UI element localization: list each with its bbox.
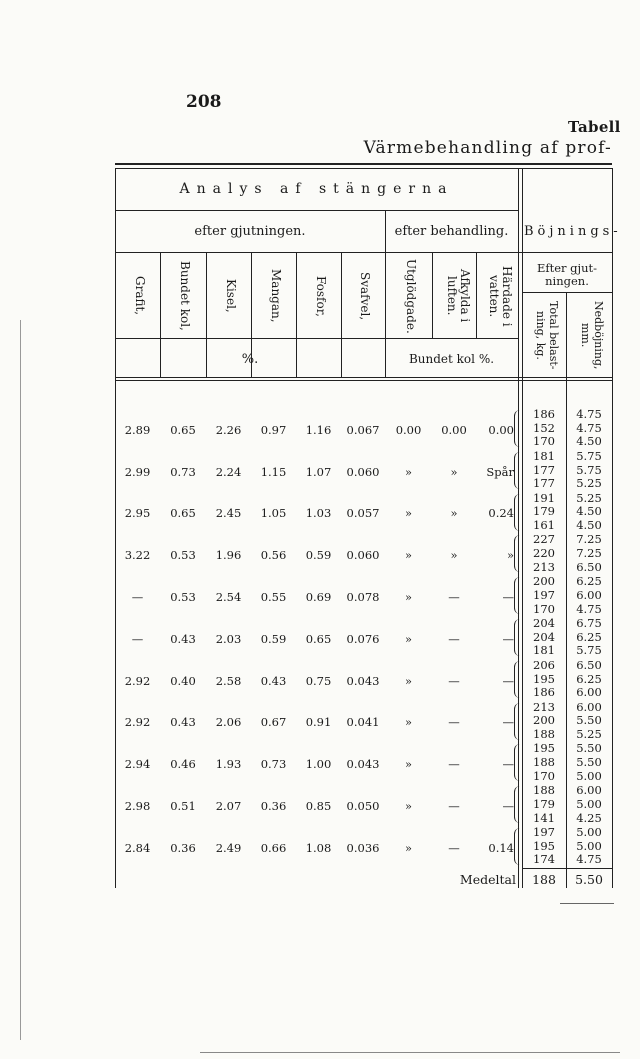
cell-total-load: 195 <box>533 741 555 756</box>
cell-total-load: 141 <box>533 810 555 825</box>
col-header-svafvel: Svafvel, <box>358 271 372 321</box>
cell-kisel: 2.45 <box>215 506 242 521</box>
row-brace <box>514 828 521 865</box>
cell-svafvel: 0.036 <box>346 840 380 855</box>
cell-total-load: 179 <box>533 504 555 519</box>
header-bottom-rule-a <box>115 377 612 378</box>
cell-kisel: 2.24 <box>215 464 242 479</box>
cell-fosfor: 0.91 <box>305 715 332 730</box>
cell-afkylda: — <box>448 631 460 646</box>
cell-hardade: — <box>502 757 514 772</box>
cell-total-load: 179 <box>533 796 555 811</box>
col-header-hardade: Härdade i vatten. <box>487 265 514 327</box>
cell-grafit: 2.84 <box>124 840 151 855</box>
cell-fosfor: 1.08 <box>305 840 332 855</box>
cell-deflection: 5.00 <box>576 796 602 811</box>
cell-svafvel: 0.060 <box>346 548 380 563</box>
col-line-load <box>566 292 567 888</box>
header-analys: Analys af stängerna <box>179 181 454 197</box>
row-brace <box>514 703 521 740</box>
medeltal-deflection: 5.50 <box>575 872 603 887</box>
cell-deflection: 4.50 <box>576 434 602 449</box>
cell-total-load: 195 <box>533 671 555 686</box>
cell-fosfor: 1.03 <box>305 506 332 521</box>
cell-kisel: 2.26 <box>215 422 242 437</box>
rule-under-efter-gjut <box>522 292 612 293</box>
col-header-nedbojning: Nedböjning, mm. <box>579 300 605 370</box>
cell-hardade: » <box>506 548 514 563</box>
header-bojnings: Böjnings- <box>524 224 622 239</box>
cell-afkylda: — <box>448 673 460 688</box>
col-header-utglodgade: Utglödgade. <box>404 258 418 334</box>
cell-fosfor: 0.59 <box>305 548 332 563</box>
cell-fosfor: 1.16 <box>305 422 332 437</box>
row-brace <box>514 494 521 531</box>
rule-under-analys <box>115 210 518 211</box>
cell-kisel: 1.93 <box>215 757 242 772</box>
cell-svafvel: 0.076 <box>346 631 380 646</box>
col-header-grafit: Grafit, <box>133 276 147 316</box>
cell-hardade: — <box>502 631 514 646</box>
col-line-7 <box>432 252 433 338</box>
col-header-afkylda: Afkylda i luften. <box>445 269 472 323</box>
cell-deflection: 5.50 <box>576 713 602 728</box>
cell-mangan: 0.97 <box>260 422 287 437</box>
cell-hardade: — <box>502 715 514 730</box>
cell-bundet-kol: 0.53 <box>170 548 196 563</box>
cell-grafit: — <box>131 589 144 604</box>
page-bottom-rule <box>200 1052 620 1053</box>
cell-mangan: 1.05 <box>260 506 287 521</box>
cell-afkylda: » <box>450 548 458 563</box>
cell-deflection: 6.00 <box>576 587 602 602</box>
cell-total-load: 197 <box>533 587 555 602</box>
cell-total-load: 161 <box>533 518 555 532</box>
cell-svafvel: 0.067 <box>346 422 380 437</box>
cell-deflection: 6.00 <box>576 699 602 714</box>
cell-deflection: 4.25 <box>576 810 602 825</box>
col-header-kisel: Kisel, <box>224 279 238 313</box>
cell-deflection: 5.25 <box>576 476 602 491</box>
cell-grafit: 2.98 <box>124 798 151 813</box>
cell-deflection: 5.00 <box>576 838 602 853</box>
cell-utglodgade: » <box>404 631 413 646</box>
col-header-total-belastning: Total belast- ning, kg. <box>534 300 560 370</box>
col-line-right <box>612 168 613 888</box>
cell-deflection: 5.25 <box>576 490 602 505</box>
cell-mangan: 0.59 <box>260 631 287 646</box>
cell-total-load: 213 <box>533 559 555 574</box>
cell-mangan: 0.55 <box>260 589 287 604</box>
row-brace <box>514 661 521 698</box>
page-margin-line <box>20 320 21 1040</box>
cell-bundet-kol: 0.43 <box>170 715 196 730</box>
cell-deflection: 4.75 <box>576 420 602 435</box>
cell-fosfor: 0.65 <box>305 631 332 646</box>
cell-deflection: 7.25 <box>576 546 602 561</box>
cell-utglodgade: » <box>404 673 413 688</box>
cell-bundet-kol: 0.73 <box>170 464 196 479</box>
cell-utglodgade: » <box>404 589 413 604</box>
cell-hardade: — <box>502 673 514 688</box>
cell-bundet-kol: 0.51 <box>170 798 196 813</box>
cell-total-load: 170 <box>533 601 555 616</box>
cell-deflection: 6.25 <box>576 671 602 686</box>
top-double-rule-b <box>115 168 612 169</box>
cell-total-load: 188 <box>533 727 555 741</box>
cell-total-load: 186 <box>533 685 555 700</box>
cell-total-load: 227 <box>533 532 555 547</box>
cell-grafit: 2.89 <box>124 422 151 437</box>
cell-deflection: 4.75 <box>576 852 602 867</box>
cell-total-load: 206 <box>533 657 555 672</box>
cell-total-load: 177 <box>533 476 555 491</box>
cell-total-load: 220 <box>533 546 555 561</box>
cell-deflection: 6.25 <box>576 574 602 589</box>
cell-hardade: 0.14 <box>488 840 514 855</box>
row-brace <box>514 744 521 781</box>
rule-under-subgroups <box>115 252 612 253</box>
cell-deflection: 6.50 <box>576 559 602 574</box>
cell-bundet-kol: 0.65 <box>170 422 196 437</box>
top-double-rule-a <box>115 163 612 165</box>
cell-afkylda: — <box>448 589 460 604</box>
cell-deflection: 6.00 <box>576 685 602 700</box>
row-brace <box>514 410 521 447</box>
cell-utglodgade: » <box>404 840 413 855</box>
cell-total-load: 181 <box>533 448 555 463</box>
cell-deflection: 6.25 <box>576 629 602 644</box>
cell-svafvel: 0.043 <box>346 757 380 772</box>
cell-grafit: 2.95 <box>124 506 151 521</box>
row-brace <box>514 619 521 656</box>
cell-fosfor: 0.85 <box>305 798 332 813</box>
cell-fosfor: 0.75 <box>305 673 332 688</box>
cell-svafvel: 0.057 <box>346 506 380 521</box>
cell-afkylda: — <box>448 798 460 813</box>
row-brace <box>514 577 521 614</box>
row-brace <box>514 452 521 489</box>
cell-deflection: 5.50 <box>576 755 602 770</box>
cell-deflection: 4.75 <box>576 601 602 616</box>
table-label: Tabell <box>568 118 621 136</box>
rule-under-column-names <box>115 338 518 339</box>
cell-kisel: 2.58 <box>215 673 242 688</box>
cell-deflection: 4.75 <box>576 407 602 421</box>
cell-utglodgade: 0.00 <box>395 422 422 437</box>
cell-grafit: 2.99 <box>124 464 151 479</box>
cell-bundet-kol: 0.53 <box>170 589 196 604</box>
cell-fosfor: 1.00 <box>305 757 332 772</box>
cell-deflection: 5.00 <box>576 768 602 783</box>
cell-total-load: 177 <box>533 462 555 477</box>
cell-utglodgade: » <box>404 715 413 730</box>
cell-deflection: 6.75 <box>576 616 602 630</box>
cell-deflection: 5.75 <box>576 462 602 477</box>
cell-total-load: 152 <box>533 420 555 435</box>
cell-total-load: 170 <box>533 434 555 449</box>
cell-svafvel: 0.060 <box>346 464 380 479</box>
cell-bundet-kol: 0.43 <box>170 631 196 646</box>
page-number: 208 <box>186 92 222 112</box>
cell-svafvel: 0.078 <box>346 589 380 604</box>
cell-kisel: 1.96 <box>215 548 242 563</box>
cell-hardade: Spår <box>486 464 514 479</box>
cell-afkylda: — <box>448 757 460 772</box>
cell-mangan: 0.36 <box>260 798 287 813</box>
header-efter-behandling: efter behandling. <box>394 224 509 239</box>
cell-mangan: 1.15 <box>260 464 287 479</box>
cell-afkylda: » <box>450 464 458 479</box>
cell-grafit: 2.92 <box>124 715 151 730</box>
header-efter-gjut-ningen: Efter gjut- ningen. <box>536 261 598 288</box>
cell-bundet-kol: 0.65 <box>170 506 196 521</box>
cell-total-load: 204 <box>533 616 555 630</box>
cell-total-load: 188 <box>533 783 555 798</box>
cell-svafvel: 0.050 <box>346 798 380 813</box>
cell-fosfor: 0.69 <box>305 589 332 604</box>
cell-deflection: 5.75 <box>576 643 602 658</box>
cell-afkylda: » <box>450 506 458 521</box>
cell-utglodgade: » <box>404 506 413 521</box>
cell-total-load: 174 <box>533 852 555 867</box>
header-bottom-rule-b <box>115 380 612 381</box>
cell-deflection: 5.00 <box>576 825 602 839</box>
table-title: Värmebehandling af prof- <box>363 138 612 158</box>
col-header-mangan: Mangan, <box>269 269 283 323</box>
cell-total-load: 188 <box>533 755 555 770</box>
cell-grafit: — <box>131 631 144 646</box>
cell-deflection: 7.25 <box>576 532 602 547</box>
cell-bundet-kol: 0.40 <box>170 673 196 688</box>
footer-rule <box>522 868 612 869</box>
header-bundet-kol-percent: Bundet kol %. <box>408 352 495 366</box>
cell-deflection: 5.50 <box>576 741 602 756</box>
cell-mangan: 0.56 <box>260 548 287 563</box>
cell-hardade: — <box>502 589 514 604</box>
cell-deflection: 6.00 <box>576 783 602 798</box>
cell-hardade: 0.00 <box>488 422 514 437</box>
header-efter-gjutningen: efter gjutningen. <box>194 224 306 239</box>
cell-grafit: 2.94 <box>124 757 151 772</box>
cell-mangan: 0.66 <box>260 840 287 855</box>
cell-deflection: 6.50 <box>576 657 602 672</box>
cell-deflection: 5.25 <box>576 727 602 741</box>
cell-kisel: 2.49 <box>215 840 242 855</box>
cell-total-load: 195 <box>533 838 555 853</box>
cell-total-load: 191 <box>533 490 555 505</box>
cell-total-load: 197 <box>533 825 555 839</box>
cell-mangan: 0.73 <box>260 757 287 772</box>
row-brace <box>514 786 521 823</box>
cell-deflection: 4.50 <box>576 518 602 532</box>
header-percent: %. <box>241 352 259 367</box>
cell-total-load: 200 <box>533 574 555 589</box>
cell-afkylda: 0.00 <box>441 422 467 437</box>
row-brace <box>514 535 521 572</box>
cell-utglodgade: » <box>404 464 413 479</box>
cell-deflection: 5.75 <box>576 448 602 463</box>
cell-deflection: 4.50 <box>576 504 602 519</box>
cell-utglodgade: » <box>404 757 413 772</box>
cell-hardade: 0.24 <box>488 506 514 521</box>
cell-total-load: 204 <box>533 629 555 644</box>
cell-bundet-kol: 0.36 <box>170 840 196 855</box>
footer-short-rule <box>560 903 614 904</box>
cell-bundet-kol: 0.46 <box>170 757 196 772</box>
cell-total-load: 181 <box>533 643 555 658</box>
cell-fosfor: 1.07 <box>305 464 332 479</box>
cell-mangan: 0.67 <box>260 715 287 730</box>
medeltal-load: 188 <box>532 872 556 887</box>
col-line-left <box>115 168 116 888</box>
cell-utglodgade: » <box>404 798 413 813</box>
cell-svafvel: 0.043 <box>346 673 380 688</box>
cell-total-load: 170 <box>533 768 555 783</box>
cell-grafit: 3.22 <box>124 548 151 563</box>
cell-total-load: 186 <box>533 407 555 421</box>
cell-kisel: 2.06 <box>215 715 242 730</box>
cell-kisel: 2.07 <box>215 798 242 813</box>
cell-mangan: 0.43 <box>260 673 287 688</box>
cell-hardade: — <box>502 798 514 813</box>
cell-kisel: 2.03 <box>215 631 242 646</box>
cell-utglodgade: » <box>404 548 413 563</box>
cell-total-load: 213 <box>533 699 555 714</box>
cell-svafvel: 0.041 <box>346 715 380 730</box>
cell-grafit: 2.92 <box>124 673 151 688</box>
medeltal-label: Medeltal <box>459 872 516 887</box>
col-line-8 <box>476 252 477 338</box>
cell-afkylda: — <box>448 840 460 855</box>
cell-kisel: 2.54 <box>215 589 242 604</box>
col-header-fosfor: Fosfor, <box>314 275 328 317</box>
cell-total-load: 200 <box>533 713 555 728</box>
col-header-bundet-kol: Bundet kol, <box>178 261 192 331</box>
cell-afkylda: — <box>448 715 460 730</box>
